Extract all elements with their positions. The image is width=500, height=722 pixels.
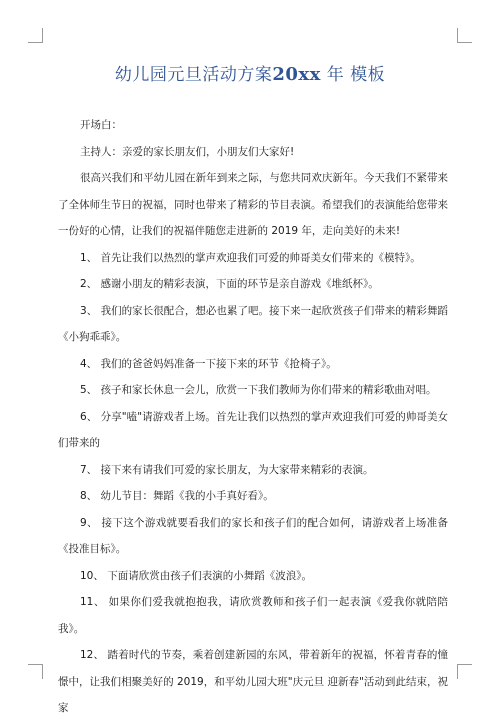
- paragraph-item-2: 2、 感谢小朋友的精彩表演，下面的环节是亲自游戏《堆纸杯》。: [80, 278, 379, 290]
- paragraph-item-8: 8、 幼儿节目：舞蹈《我的小手真好看》。: [80, 490, 274, 502]
- paragraph-item-6: 6、 分享"嗑"请游戏者上场。首先让我们以热烈的掌声欢迎我们可爱的帅哥美女们带来的: [58, 410, 448, 449]
- paragraph-host-greeting: 主持人：亲爱的家长朋友们，小朋友们大家好!: [80, 145, 295, 158]
- crop-mark-bottom-right: [457, 664, 472, 679]
- document-body: [58, 112, 448, 722]
- crop-mark-bottom-left: [28, 664, 43, 679]
- paragraph-item-5: 5、 孩子和家长休息一会儿，欣赏一下我们教师为你们带来的精彩歌曲对唱。: [80, 384, 437, 396]
- title-year: 20xx: [272, 64, 321, 85]
- title-suffix: 年 模板: [326, 65, 386, 85]
- paragraph-welcome: 很高兴我们和平幼儿园在新年到来之际，与您共同欢庆新年。今天我们不紧带来了全体师生节日的祝福，同时也带来了精彩的节目表演。希望我们的表演能给您带来一份好的心情，让我们的祝福伴随您走进新的 2019 年，走向美好的未来!: [58, 172, 448, 237]
- paragraph-item-4: 4、 我们的爸爸妈妈准备一下接下来的环节《抢椅子》。: [80, 357, 337, 370]
- paragraph-item-3: 3、 我们的家长很配合，想必也累了吧。接下来一起欣赏孩子们带来的精彩舞蹈《小狗乖乖》。: [58, 304, 448, 343]
- paragraph-item-7: 7、 接下来有请我们可爱的家长朋友，为大家带来精彩的表演。: [80, 463, 374, 476]
- paragraph-item-1: 1、 首先让我们以热烈的掌声欢迎我们可爱的帅哥美女们带来的《模特》。: [80, 251, 421, 264]
- crop-mark-top-right: [457, 28, 472, 43]
- paragraph-item-11: 11、 如果你们爱我就抱抱我，请欣赏教师和孩子们一起表演《爱我你就陪陪我》。: [58, 596, 448, 635]
- crop-mark-top-left: [28, 28, 43, 43]
- paragraph-item-10: 10、 下面请欣赏由孩子们表演的小舞蹈《波浪》。: [80, 569, 312, 582]
- title-prefix: 幼儿园元旦活动方案: [114, 65, 273, 85]
- document-title: [40, 60, 460, 85]
- paragraph-item-12: 12、 踏着时代的节奏，乘着创建新园的东风，带着新年的祝福，怀着青春的憧憬中，让我们相聚美好的 2019，和平幼儿园大班"庆元旦 迎新春"活动到此结束，祝家: [58, 649, 448, 714]
- paragraph-item-9: 9、 接下这个游戏就要看我们的家长和孩子们的配合如何，请游戏者上场准备《投准目标》。: [58, 516, 448, 555]
- paragraph-opening-label: 开场白：: [80, 119, 122, 131]
